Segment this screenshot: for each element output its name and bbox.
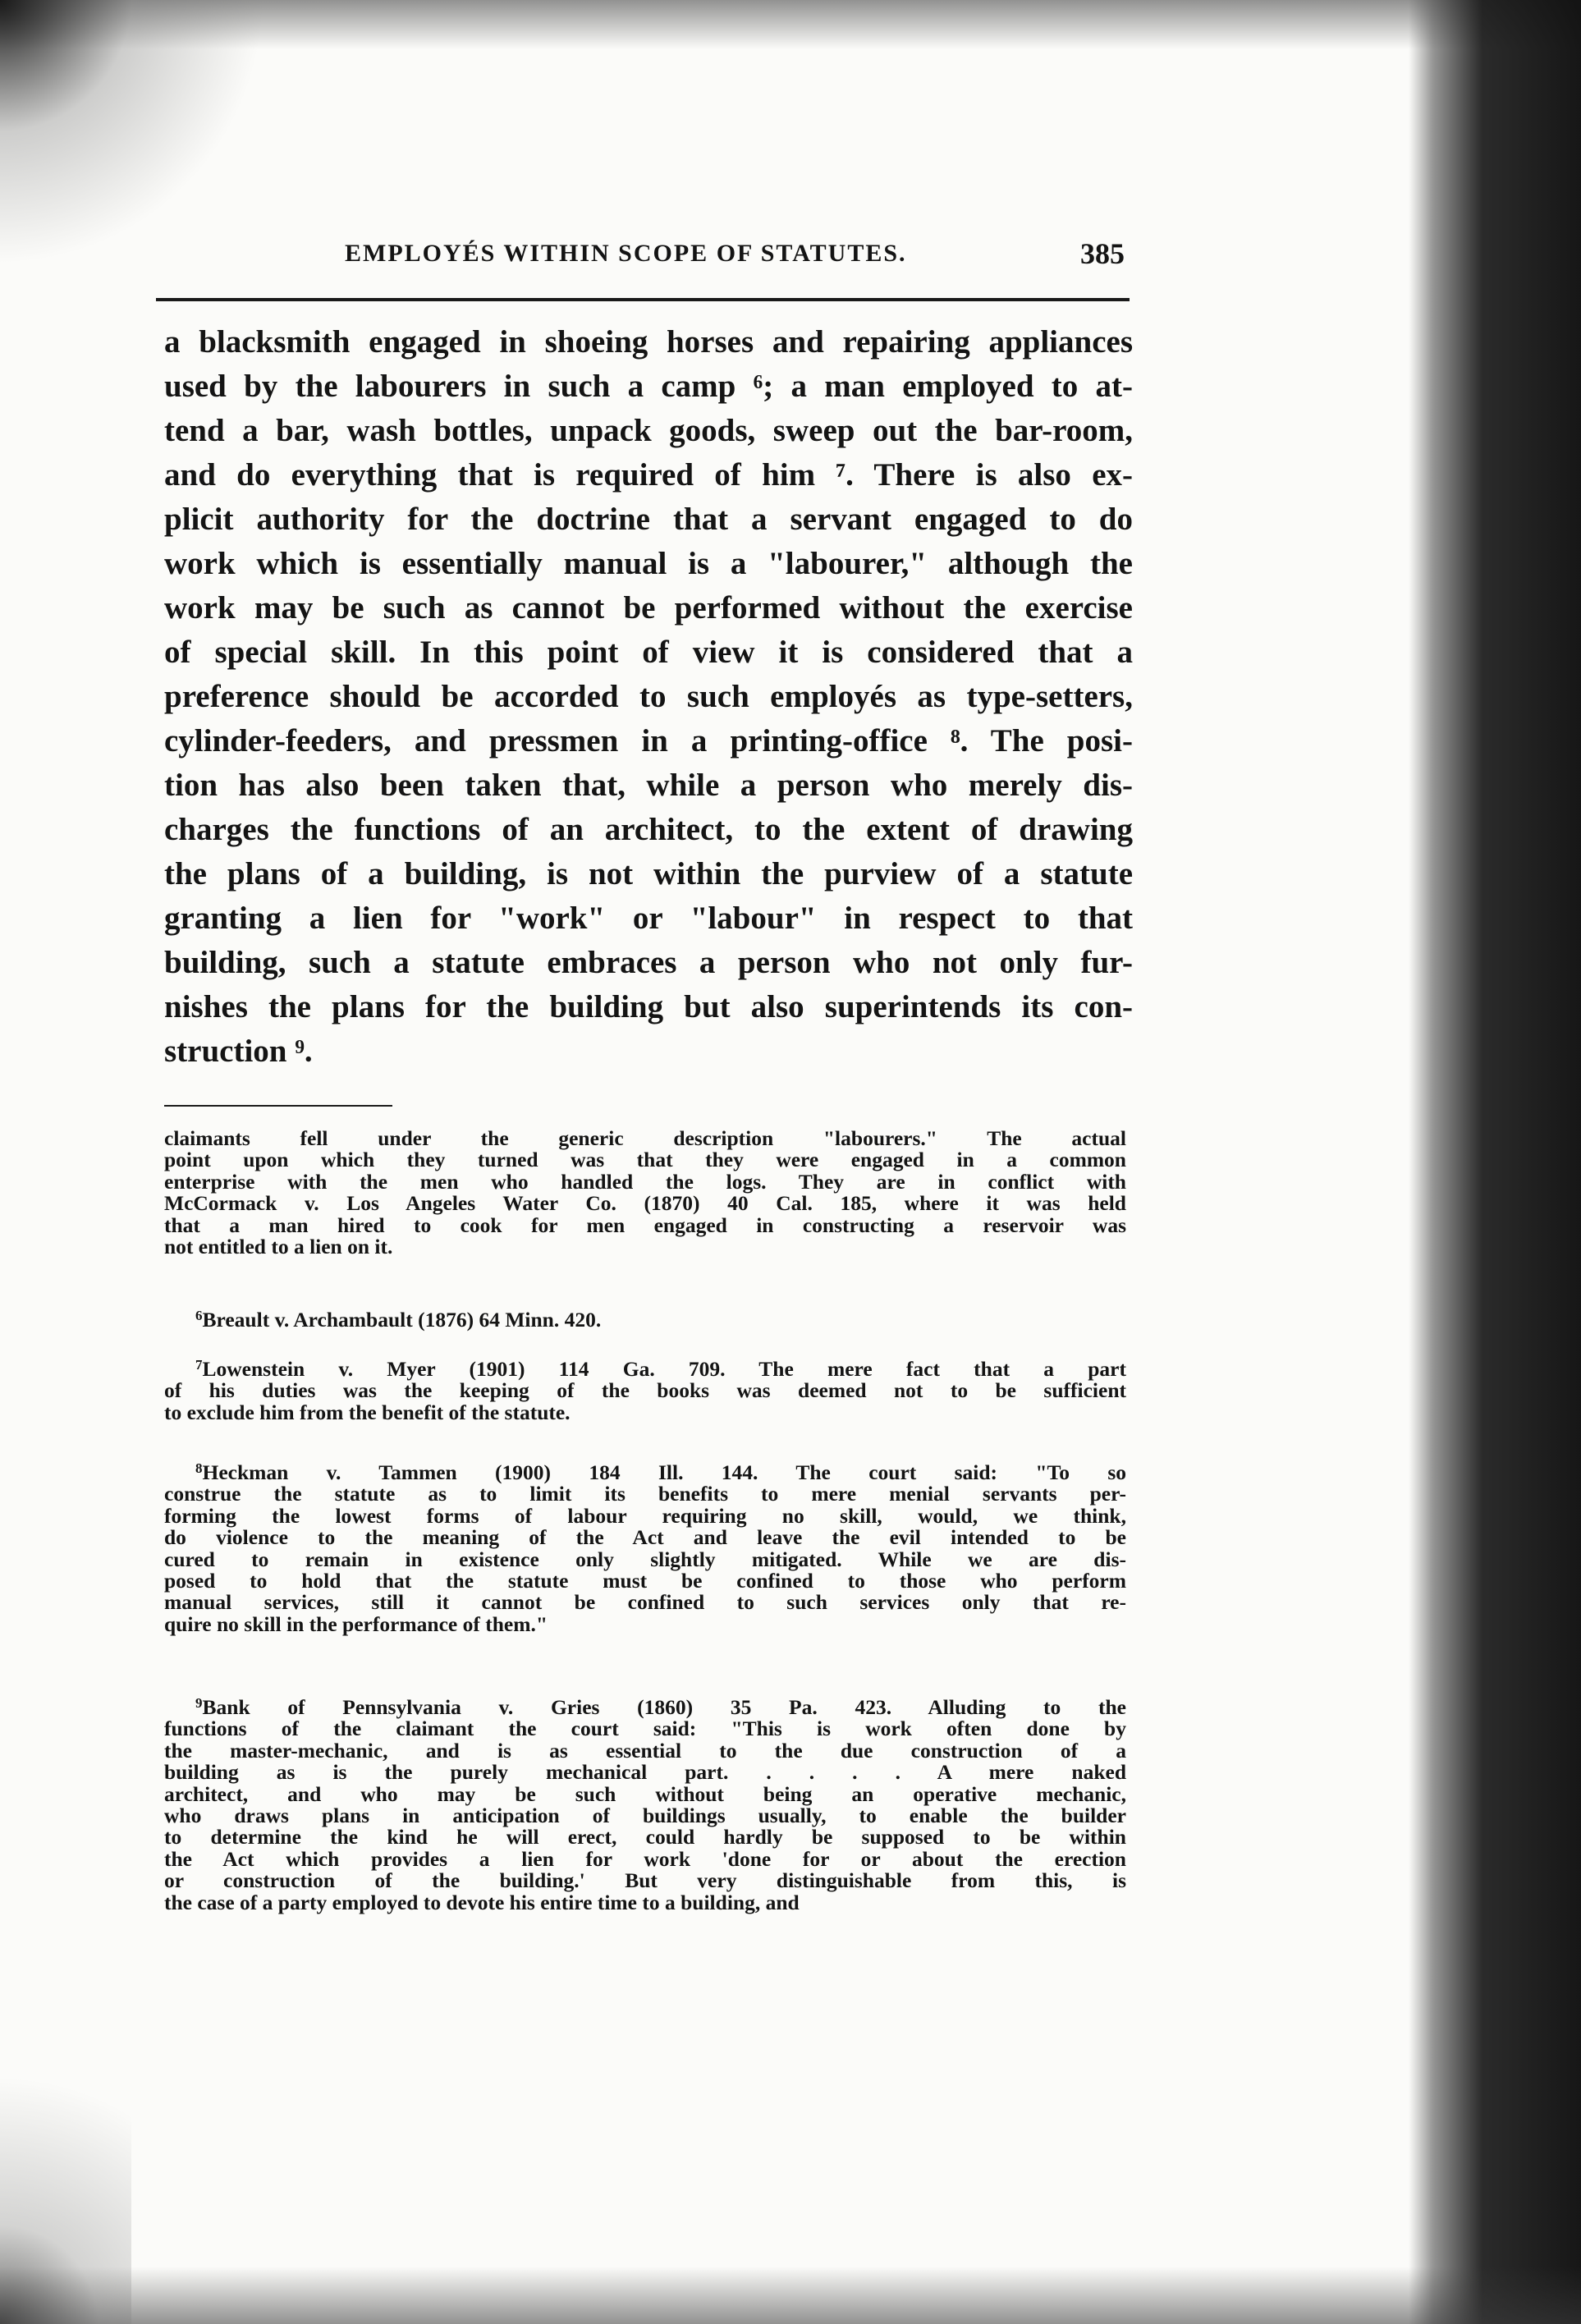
body-paragraph bbox=[164, 320, 1133, 1074]
body-line: struction ⁹. bbox=[164, 1034, 313, 1069]
footnote-line: the master-mechanic, and is as essential to the due construction of a bbox=[164, 1738, 1126, 1762]
scan-shadow-bottom-left bbox=[0, 2053, 131, 2324]
footnote-line: to determine the kind he will erect, could hardly be supposed to be within bbox=[164, 1825, 1126, 1850]
page-number: 385 bbox=[1080, 237, 1125, 270]
footnote-line: do violence to the meaning of the Act and leave the evil intended to be bbox=[164, 1525, 1126, 1550]
footnote-line: or construction of the building.' But very distinguishable from this, is bbox=[164, 1868, 1126, 1893]
scan-shadow-right-edge bbox=[1409, 0, 1581, 2324]
footnote-line: posed to hold that the statute must be confined to those who perform bbox=[164, 1569, 1126, 1593]
body-line: preference should be accorded to such employés as type-setters, bbox=[164, 679, 1133, 714]
footnote-line: McCormack v. Los Angeles Water Co. (1870) 40 Cal. 185, where it was held bbox=[164, 1191, 1126, 1216]
footnote-line bbox=[164, 1458, 1126, 1483]
footnote-line: claimants fell under the generic description "labourers." The actual bbox=[164, 1126, 1126, 1150]
body-line: nishes the plans for the building but also superintends its con- bbox=[164, 989, 1133, 1024]
scan-shadow-top-left bbox=[0, 0, 271, 271]
footnote-line: not entitled to a lien on it. bbox=[164, 1235, 393, 1259]
footnote-line: cured to remain in existence only slightly mitigated. While we are dis- bbox=[164, 1547, 1126, 1571]
footnote-line: enterprise with the men who handled the logs. They are in conflict with bbox=[164, 1169, 1126, 1194]
footnote-line: manual services, still it cannot be confined to such services only that re- bbox=[164, 1590, 1126, 1615]
footnote-text: Bank of Pennsylvania v. Gries (1860) 35 Pa. 423. Alluding to the bbox=[202, 1695, 1126, 1719]
footnote-line: architect, and who may be such without being an operative mechanic, bbox=[164, 1781, 1126, 1806]
body-line: of special skill. In this point of view it is considered that a bbox=[164, 635, 1133, 670]
footnote-line: of his duties was the keeping of the books was deemed not to be sufficient bbox=[164, 1378, 1126, 1403]
footnote-line: forming the lowest forms of labour requiring no skill, would, we think, bbox=[164, 1503, 1126, 1528]
footnote-continuation bbox=[164, 1128, 1126, 1258]
footnote-line: that a man hired to cook for men engaged in constructing a reservoir was bbox=[164, 1212, 1126, 1237]
footnote-text: Heckman v. Tammen (1900) 184 Ill. 144. The court said: "To so bbox=[202, 1460, 1126, 1484]
footnote-text: Breault v. Archambault (1876) 64 Minn. 420. bbox=[202, 1308, 602, 1332]
footnote-line: the Act which provides a lien for work 'done for or about the erection bbox=[164, 1846, 1126, 1871]
footnote-line: quire no skill in the performance of them." bbox=[164, 1611, 548, 1636]
body-line: work may be such as cannot be performed without the exercise bbox=[164, 590, 1133, 626]
footnote-marker: 6 bbox=[195, 1308, 203, 1323]
body-line: used by the labourers in such a camp ⁶; a man employed to at- bbox=[164, 369, 1133, 404]
footnote-marker: 7 bbox=[195, 1357, 203, 1373]
body-line: tend a bar, wash bottles, unpack goods, sweep out the bar-room, bbox=[164, 413, 1133, 448]
footnote-6 bbox=[164, 1305, 1126, 1331]
footnote-rule bbox=[164, 1105, 392, 1107]
body-line: granting a lien for "work" or "labour" in respect to that bbox=[164, 901, 1133, 936]
body-line: charges the functions of an architect, to the extent of drawing bbox=[164, 812, 1133, 847]
footnote-line: point upon which they turned was that they were engaged in a common bbox=[164, 1148, 1126, 1172]
footnote-line: construe the statute as to limit its benefits to mere menial servants per- bbox=[164, 1482, 1126, 1506]
body-line: a blacksmith engaged in shoeing horses and repairing appliances bbox=[164, 324, 1133, 360]
body-line: and do everything that is required of him ⁷. There is also ex- bbox=[164, 457, 1133, 493]
footnote-marker: 8 bbox=[195, 1460, 203, 1476]
footnote-7 bbox=[164, 1355, 1126, 1423]
footnote-line: the case of a party employed to devote his entire time to a building, and bbox=[164, 1890, 800, 1914]
header-rule bbox=[156, 298, 1130, 301]
scan-shadow-bottom bbox=[0, 2267, 1581, 2324]
body-line: plicit authority for the doctrine that a servant engaged to do bbox=[164, 502, 1133, 537]
footnote-line: who draws plans in anticipation of buildings usually, to enable the builder bbox=[164, 1804, 1126, 1828]
footnote-text: Lowenstein v. Myer (1901) 114 Ga. 709. The mere fact that a part bbox=[202, 1357, 1126, 1381]
footnote-line bbox=[164, 1355, 1126, 1380]
footnote-8 bbox=[164, 1458, 1126, 1635]
body-line: work which is essentially manual is a "labourer," although the bbox=[164, 546, 1133, 581]
body-line: the plans of a building, is not within the purview of a statute bbox=[164, 856, 1133, 892]
footnote-marker: 9 bbox=[195, 1695, 203, 1711]
body-line: tion has also been taken that, while a person who merely dis- bbox=[164, 768, 1133, 803]
running-title: EMPLOYÉS WITHIN SCOPE OF STATUTES. bbox=[345, 240, 907, 267]
footnote-line: functions of the claimant the court said: "This is work often done by bbox=[164, 1717, 1126, 1741]
footnote-line bbox=[164, 1693, 1126, 1718]
footnote-line: building as is the purely mechanical part. . . . . A mere naked bbox=[164, 1760, 1126, 1785]
body-line: building, such a statute embraces a person who not only fur- bbox=[164, 945, 1133, 980]
footnote-line: to exclude him from the benefit of the statute. bbox=[164, 1400, 571, 1424]
footnote-9 bbox=[164, 1693, 1126, 1914]
footnote-line bbox=[164, 1305, 1126, 1331]
body-line: cylinder-feeders, and pressmen in a printing-office ⁸. The posi- bbox=[164, 723, 1133, 759]
